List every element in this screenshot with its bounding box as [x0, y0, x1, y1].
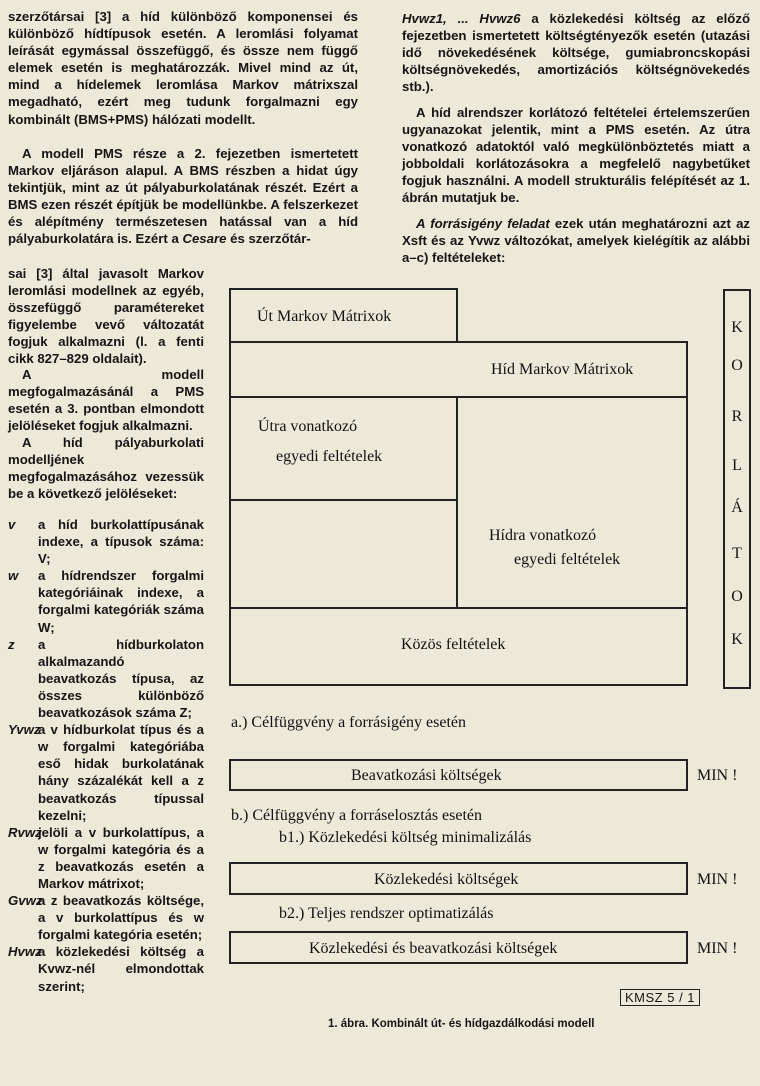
korlatok-letter: R [731, 408, 743, 425]
notation-item [8, 943, 204, 994]
objective-a-label: a.) Célfüggvény a forrásigény esetén [231, 714, 467, 731]
notation-text: a híd burkolattípusának indexe, a típusok száma: V; [38, 517, 204, 567]
notation-symbol: Hvwz [8, 944, 42, 960]
notation-text: a z beavatkozás költsége, a v burkolattípus és w forgalmi kategória esetén; [38, 893, 204, 943]
objective-b2-label: b2.) Teljes rendszer optimatizálás [279, 905, 494, 922]
min-label-a: MIN ! [697, 767, 738, 784]
min-label-b1: MIN ! [697, 871, 738, 888]
objective-b-label: b.) Célfüggvény a forráselosztás esetén [231, 807, 483, 824]
notation-symbol-h: Hvwz1, ... Hvwz6 [402, 11, 521, 26]
notation-symbol: w [8, 568, 19, 584]
box-utra-label-1: Útra vonatkozó [258, 418, 358, 435]
left-paragraph-4: A híd pályaburkolati modelljének megfogalmazásához vezessük be a következő jelöléseket: [8, 435, 204, 502]
notation-item [8, 721, 204, 824]
box-ut-markov-label: Út Markov Mátrixok [257, 308, 392, 325]
box-kozos-label: Közös feltételek [401, 636, 506, 653]
left-paragraph-2-text-b: és szerzőtár- [226, 231, 311, 247]
right-h-definition [402, 10, 750, 95]
box-hid-markov-label: Híd Markov Mátrixok [491, 361, 634, 378]
notation-symbol: Rvwz [8, 824, 42, 840]
korlatok-column [723, 289, 751, 689]
korlatok-letter: O [731, 357, 743, 374]
right-paragraph-5: A híd alrendszer korlátozó feltételei értelemszerűen ugyanazokat jelentik, mint a PMS esetén. Az útra vonatkozó adatoktól való megkülönböztetés miatt a jobboldali korlátozásokra a megfelelő nagybetűket fogjuk használni. A modell strukturális felépítését az 1. ábrán mutatjuk be. [402, 105, 750, 206]
korlatok-letter: K [731, 631, 743, 648]
korlatok-letter: O [731, 588, 743, 605]
korlatok-letter: T [732, 545, 742, 562]
left-paragraph-2 [8, 145, 358, 248]
korlatok-letter: K [731, 319, 743, 336]
left-paragraph-2-cont: sai [3] által javasolt Markov leromlási modellnek az egyéb, összefüggő paramétereket figyelembe vevő változatát fogjuk alkalmazni (l. a fenti cikk 827–829 oldalait). [8, 266, 204, 367]
right-paragraph-6-text: ezek után meghatározni azt az Xsft és az Yvwz változókat, amelyek kielégítik az alábbi a–c) feltételeket: [402, 216, 750, 266]
left-paragraph-3: A modell megfogalmazásánál a PMS esetén a 3. pontban elmondott jelöléseket fogjuk alkalmazni. [8, 367, 204, 434]
diagram-outline [230, 289, 687, 397]
notation-list [8, 516, 204, 995]
emphasis-forrasigeny: A forrásigény feladat [416, 216, 550, 231]
author-name-cesare: Cesare [182, 231, 227, 247]
objective-b1-label: b1.) Közlekedési költség minimalizálás [279, 829, 532, 846]
notation-symbol: Yvwz [8, 722, 41, 738]
objective-beav-label: Beavatkozási költségek [351, 767, 502, 784]
left-paragraph-2-text: A modell PMS része a 2. fejezetben ismertetett Markov eljáráson alapul. A BMS részben a hidat úgy tekintjük, mint az út pályaburkolatának részét. Ezért a BMS ezen részét építjük be modellünkbe. A felszerkezet és alépítmény természetesen hatással van a híd pályaburkolatára is. Ezért a [8, 146, 358, 247]
box-hidra-label-1: Hídra vonatkozó [489, 527, 597, 544]
notation-text: a hídburkolaton alkalmazandó beavatkozás típusa, az összes különböző beavatkozások száma Z; [38, 636, 204, 721]
notation-item [8, 892, 204, 943]
korlatok-letter: Á [731, 499, 743, 516]
notation-text: a közlekedési költség a Kvwz-nél elmondottak szerint; [38, 944, 204, 994]
notation-symbol: Gvwz [8, 893, 43, 909]
box-hidra-label-2: egyedi feltételek [514, 551, 621, 568]
notation-text: a v hídburkolat típus és a w forgalmi kategóriába eső hidak burkolatának hány százalékát kell a z beavatkozás típussal kezelni; [38, 722, 204, 823]
left-paragraph-1: szerzőtársai [3] a híd különböző komponensei és különböző hídtípusok esetén. A leromlási folyamat leírását egymással összefüggő, és össze nem függő elemek esetén is meghatározzák. Mivel mind az út, mind a hídelemek leromlása Markov mátrixszal megadható, ezért meg tudunk forgalmazni egy kombinált (BMS+PMS) hálózati modellt. [8, 9, 358, 127]
objective-total-label: Közlekedési és beavatkozási költségek [309, 940, 558, 957]
notation-symbol: z [8, 636, 15, 652]
notation-item [8, 824, 204, 892]
box-utra-label-2: egyedi feltételek [276, 448, 383, 465]
notation-item [8, 516, 204, 567]
notation-text: jelöli a v burkolattípus, a w forgalmi kategória és a z beavatkozás esetén a Markov mátrixot; [38, 824, 204, 891]
figure-caption: 1. ábra. Kombinált út- és hídgazdálkodási modell [328, 1018, 595, 1030]
objective-kozl-label: Közlekedési költségek [374, 871, 519, 888]
korlatok-letter: L [732, 457, 742, 474]
notation-item [8, 567, 204, 635]
right-paragraph-6 [402, 215, 750, 266]
notation-symbol: v [8, 517, 16, 532]
figure-stamp: KMSZ 5 / 1 [620, 989, 700, 1006]
notation-item [8, 636, 204, 721]
min-label-b2: MIN ! [697, 940, 738, 957]
notation-text: a hídrendszer forgalmi kategóriáinak indexe, a forgalmi kategóriák száma W; [38, 568, 204, 635]
notation-text-h: a közlekedési költség az előző fejezetben ismertetett költségtényezők esetén (utazási idő növekedésének költsége, gumiabroncskopási költségnövekedés, amortizációs költségnövekedés stb.). [402, 11, 750, 95]
